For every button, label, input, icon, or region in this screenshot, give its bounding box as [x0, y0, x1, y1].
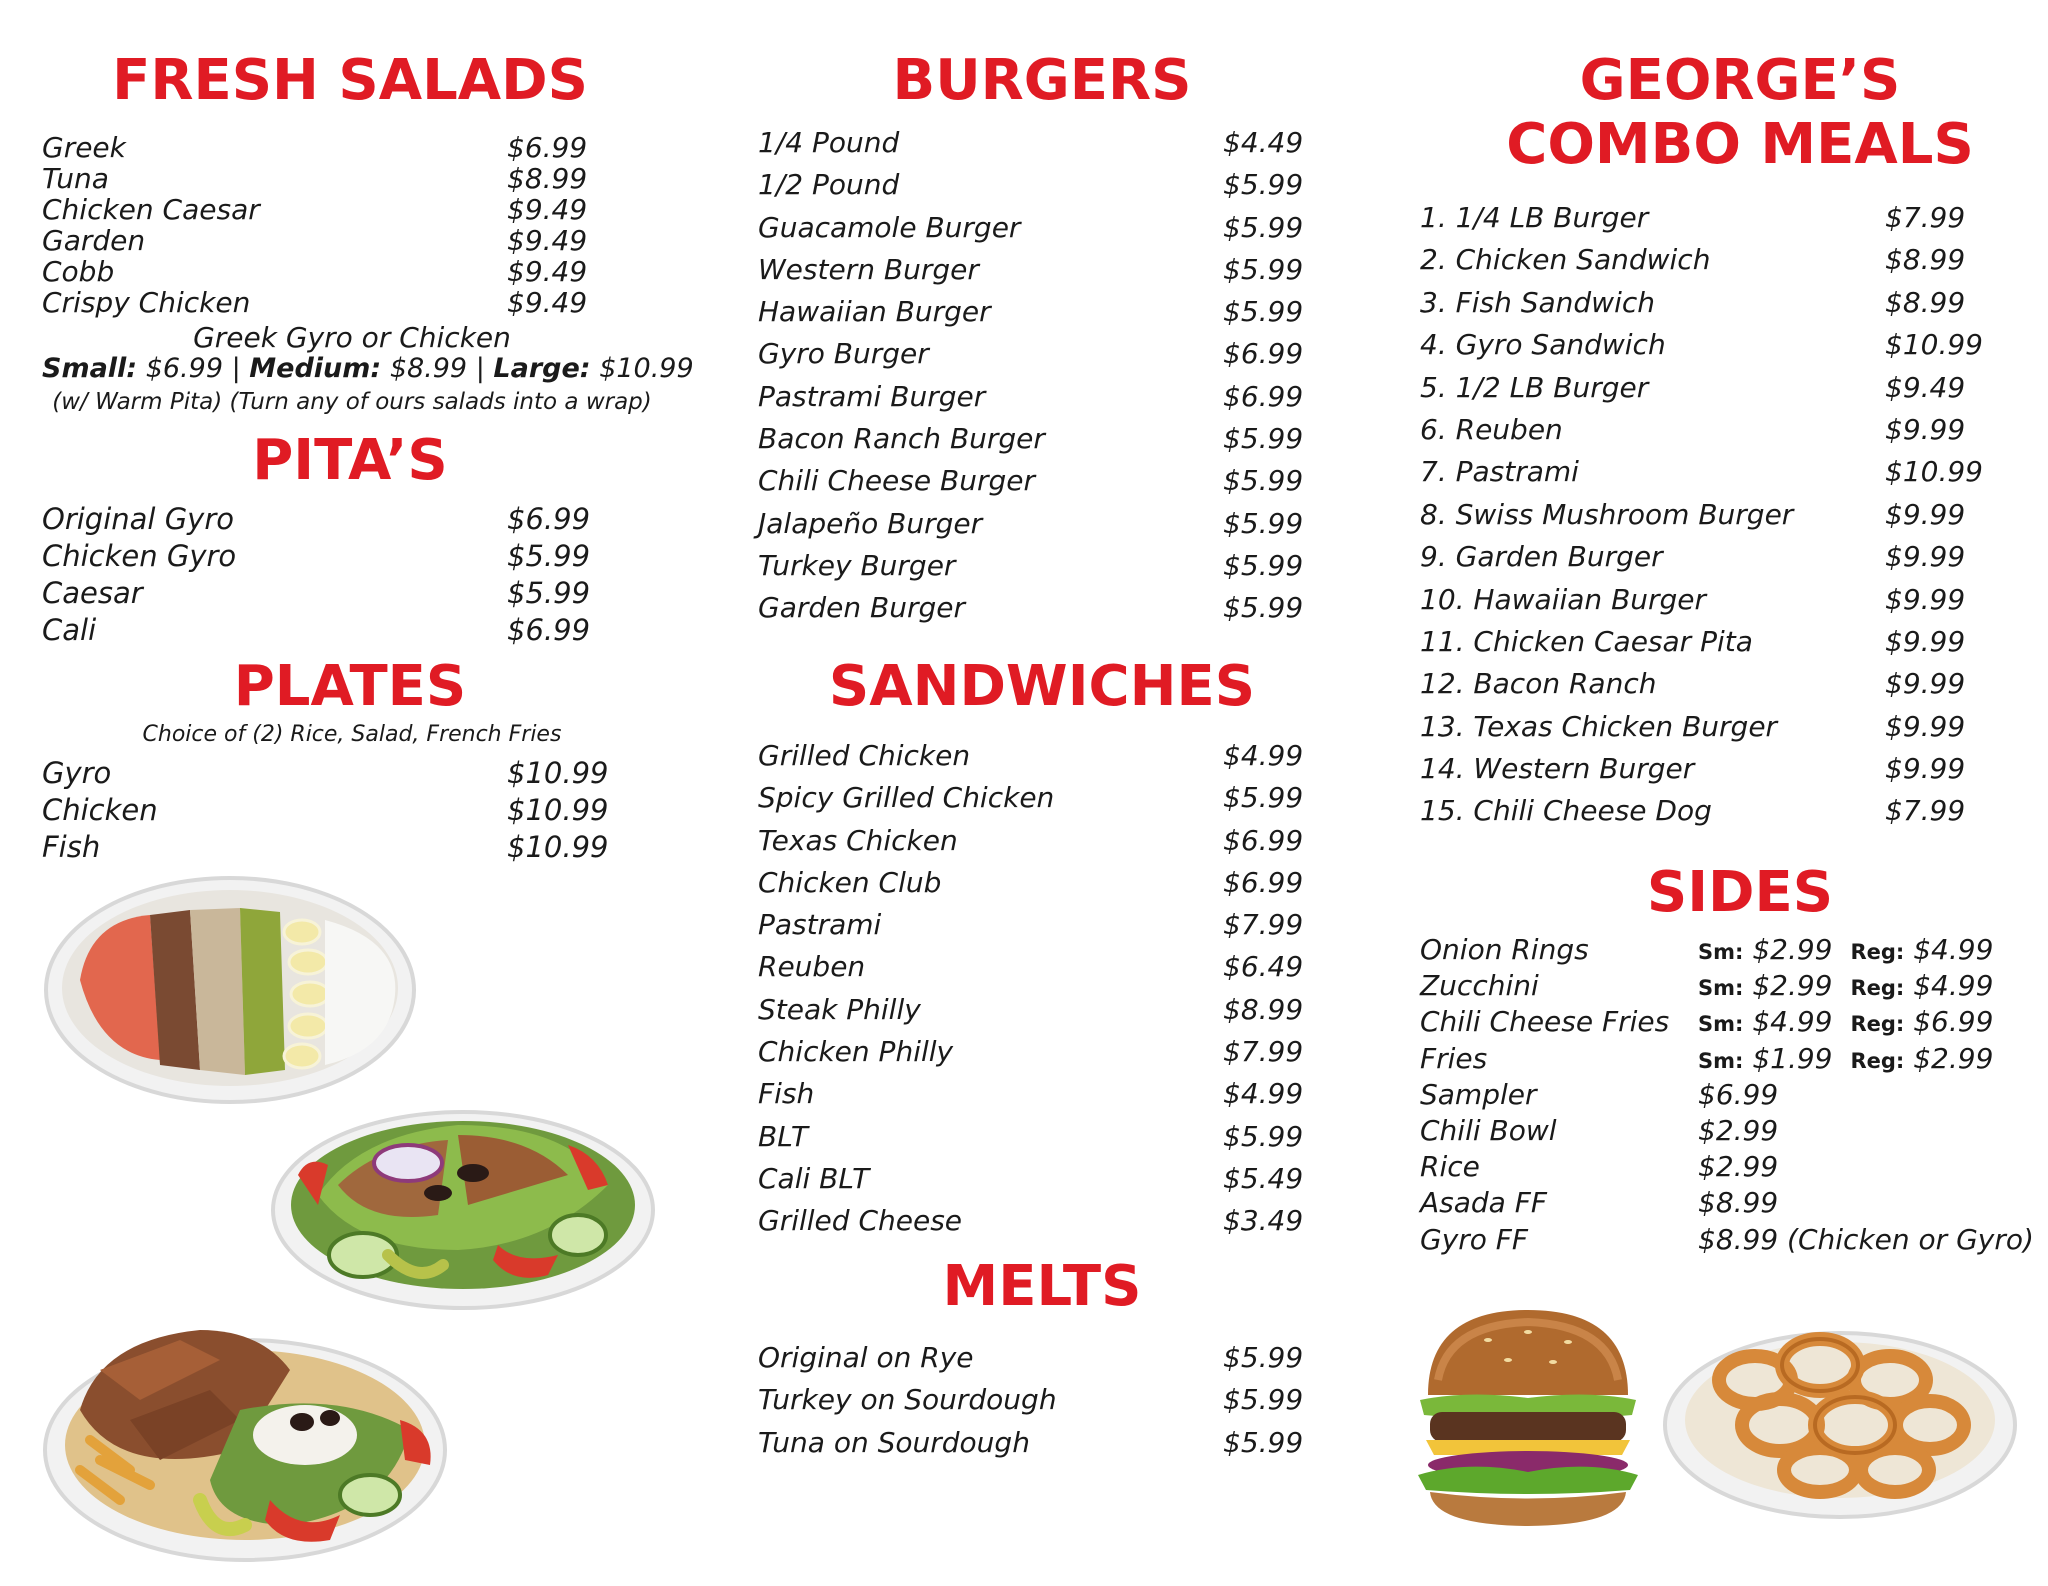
- salad-size-prices: [42, 353, 694, 385]
- menu-item-row: [42, 792, 642, 829]
- menu-item-row: [758, 249, 1358, 291]
- menu-item-row: [758, 735, 1358, 777]
- side-sm-price: $2.99: [1752, 969, 1833, 1003]
- menu-item-name: Turkey on Sourdough: [758, 1383, 1057, 1417]
- side-reg-price: $4.99: [1913, 969, 1994, 1003]
- menu-item-row: [758, 503, 1358, 545]
- side-item-price: [1698, 1004, 1993, 1042]
- side-item-row: [1420, 932, 2020, 968]
- menu-item-row: [758, 989, 1358, 1031]
- menu-item-name: 12. Bacon Ranch: [1420, 667, 1657, 701]
- menu-item-price: $10.99: [1885, 328, 1983, 362]
- menu-item-price: $9.99: [1885, 752, 1966, 786]
- size-large-label: Large:: [493, 353, 591, 384]
- menu-item-row: [758, 545, 1358, 587]
- menu-item-row: [1420, 536, 2020, 578]
- menu-item-price: $10.99: [1885, 455, 1983, 489]
- menu-item-row: [1420, 494, 2020, 536]
- side-item-row: [1420, 1041, 2020, 1077]
- menu-item-price: $6.99: [1223, 823, 1304, 857]
- menu-item-row: [758, 904, 1358, 946]
- menu-item-row: [1420, 790, 2020, 832]
- side-item-row: [1420, 968, 2020, 1004]
- menu-item-row: [758, 291, 1358, 333]
- side-sm-label: Sm:: [1698, 940, 1744, 964]
- menu-item-name: Chicken Gyro: [42, 539, 237, 573]
- burgers-list: [758, 122, 1358, 630]
- menu-item-name: Chili Cheese Burger: [758, 464, 1035, 498]
- menu-item-name: 6. Reuben: [1420, 412, 1563, 446]
- menu-item-price: $9.49: [1885, 370, 1966, 404]
- menu-item-price: $5.99: [1223, 252, 1304, 286]
- menu-item-row: [758, 460, 1358, 502]
- plates-subtitle: Choice of (2) Rice, Salad, French Fries: [142, 722, 562, 747]
- pitas-list: [42, 501, 642, 649]
- menu-item-name: Pastrami: [758, 908, 882, 942]
- size-small-price: $6.99: [145, 353, 223, 384]
- menu-item-row: [758, 1116, 1358, 1158]
- menu-item-row: [1420, 706, 2020, 748]
- side-reg-price: $4.99: [1913, 933, 1994, 966]
- menu-item-name: Texas Chicken: [758, 823, 958, 857]
- size-medium-price: $8.99: [389, 353, 468, 384]
- menu-item-price: $7.99: [1223, 1035, 1304, 1069]
- menu-item-name: Grilled Chicken: [758, 739, 971, 772]
- menu-item-name: 8. Swiss Mushroom Burger: [1420, 497, 1794, 531]
- size-small-label: Small:: [42, 353, 138, 384]
- menu-item-row: [1420, 367, 2020, 409]
- menu-item-name: Chicken Philly: [758, 1035, 954, 1069]
- side-sm-price: $2.99: [1752, 933, 1833, 966]
- menu-item-name: Chicken: [42, 793, 158, 827]
- menu-item-price: $9.99: [1885, 412, 1966, 446]
- menu-item-price: $9.49: [507, 193, 588, 226]
- pitas-heading: PITA’S: [252, 428, 448, 493]
- side-item-price: [1698, 932, 1993, 970]
- menu-item-price: $4.99: [1223, 1077, 1304, 1111]
- menu-item-name: Fish: [758, 1077, 815, 1111]
- side-sm-price: $1.99: [1752, 1041, 1833, 1075]
- burgers-heading: BURGERS: [892, 48, 1192, 113]
- side-item-name: Asada FF: [1420, 1186, 1547, 1220]
- menu-item-row: [42, 287, 642, 318]
- side-reg-label: Reg:: [1850, 1048, 1905, 1073]
- fresh-salads-heading: FRESH SALADS: [112, 48, 588, 113]
- side-item-price: $8.99: [1698, 1186, 1779, 1220]
- menu-item-row: [1420, 663, 2020, 705]
- menu-item-name: Cali BLT: [758, 1161, 870, 1195]
- menu-item-name: 1. 1/4 LB Burger: [1420, 201, 1649, 234]
- side-sm-label: Sm:: [1698, 1012, 1744, 1037]
- menu-item-price: $9.49: [507, 255, 588, 288]
- menu-item-price: $10.99: [507, 793, 609, 827]
- side-reg-price: $2.99: [1913, 1041, 1994, 1075]
- menu-item-price: $8.99: [1885, 243, 1966, 277]
- menu-item-name: 15. Chili Cheese Dog: [1420, 794, 1712, 828]
- side-sm-label: Sm:: [1698, 1048, 1744, 1073]
- burger-photo: [1408, 1300, 1648, 1530]
- menu-item-name: Chicken Caesar: [42, 193, 260, 226]
- menu-item-row: [42, 538, 642, 575]
- salad-gyro-note: Greek Gyro or Chicken: [193, 321, 511, 354]
- menu-item-price: $8.99: [507, 162, 588, 195]
- side-item-price: [1698, 968, 1993, 1006]
- menu-item-row: [758, 1379, 1358, 1421]
- menu-item-row: [758, 1073, 1358, 1115]
- side-item-row: [1420, 1185, 2020, 1221]
- menu-item-name: Cobb: [42, 255, 115, 288]
- menu-item-price: $10.99: [507, 830, 609, 864]
- side-item-name: Gyro FF: [1420, 1222, 1529, 1256]
- menu-item-row: [1420, 282, 2020, 324]
- menu-item-name: Turkey Burger: [758, 548, 956, 582]
- menu-item-row: [758, 122, 1358, 164]
- side-item-name: Zucchini: [1420, 969, 1539, 1003]
- side-item-name: Chili Bowl: [1420, 1113, 1557, 1147]
- menu-item-name: Bacon Ranch Burger: [758, 422, 1045, 456]
- menu-item-price: $5.99: [1223, 210, 1304, 244]
- menu-item-name: 14. Western Burger: [1420, 752, 1695, 786]
- size-separator: |: [231, 353, 241, 384]
- side-item-row: [1420, 1004, 2020, 1040]
- menu-item-name: Western Burger: [758, 252, 979, 286]
- menu-item-price: $7.99: [1223, 908, 1304, 942]
- menu-item-name: Garden: [42, 224, 146, 257]
- sandwiches-list: [758, 735, 1358, 1243]
- menu-item-price: $3.49: [1223, 1204, 1304, 1238]
- side-reg-label: Reg:: [1850, 976, 1905, 1001]
- menu-item-name: 1/2 Pound: [758, 168, 900, 202]
- menu-item-price: $5.99: [1223, 781, 1304, 815]
- menu-item-price: $4.99: [1223, 739, 1304, 772]
- combo-meals-heading-line1: GEORGE’S: [1579, 48, 1901, 113]
- menu-item-name: 4. Gyro Sandwich: [1420, 328, 1666, 362]
- menu-item-price: $5.99: [1223, 464, 1304, 498]
- side-item-row: [1420, 1149, 2020, 1185]
- menu-item-price: $5.99: [1223, 1383, 1304, 1417]
- side-item-price: [1698, 1041, 1993, 1079]
- melts-list: [758, 1337, 1358, 1464]
- menu-item-price: $6.99: [507, 613, 591, 647]
- side-item-row: [1420, 1077, 2020, 1113]
- menu-item-name: 5. 1/2 LB Burger: [1420, 370, 1649, 404]
- menu-item-row: [42, 163, 642, 194]
- salads-list: [42, 132, 642, 318]
- menu-item-name: Guacamole Burger: [758, 210, 1021, 244]
- menu-item-row: [42, 194, 642, 225]
- side-item-name: Rice: [1420, 1150, 1480, 1184]
- side-item-row: [1420, 1222, 2034, 1258]
- menu-item-price: $5.99: [1223, 1119, 1304, 1153]
- menu-item-name: 11. Chicken Caesar Pita: [1420, 624, 1753, 658]
- menu-item-row: [1420, 621, 2020, 663]
- side-item-price: $6.99: [1698, 1077, 1779, 1111]
- menu-item-name: Crispy Chicken: [42, 286, 251, 319]
- menu-item-row: [1420, 748, 2020, 790]
- menu-item-price: $6.99: [507, 502, 591, 536]
- menu-item-row: [1420, 197, 2020, 239]
- side-reg-price: $6.99: [1913, 1005, 1994, 1039]
- menu-item-name: Fish: [42, 830, 101, 864]
- menu-item-price: $5.99: [1223, 1341, 1304, 1374]
- menu-item-price: $7.99: [1885, 794, 1966, 828]
- menu-item-row: [42, 612, 642, 649]
- menu-item-price: $9.99: [1885, 582, 1966, 616]
- menu-item-row: [42, 225, 642, 256]
- menu-item-price: $5.99: [1223, 591, 1304, 625]
- menu-item-row: [758, 1200, 1358, 1242]
- side-item-price: $2.99: [1698, 1150, 1779, 1184]
- menu-item-row: [758, 207, 1358, 249]
- sides-list: [1420, 932, 2034, 1258]
- side-sm-price: $4.99: [1752, 1005, 1833, 1039]
- menu-item-name: Gyro: [42, 756, 112, 790]
- size-medium-label: Medium:: [249, 353, 382, 384]
- menu-item-price: $8.99: [1885, 285, 1966, 319]
- menu-item-name: 3. Fish Sandwich: [1420, 285, 1656, 319]
- menu-item-name: 10. Hawaiian Burger: [1420, 582, 1707, 616]
- menu-item-row: [758, 418, 1358, 460]
- menu-item-price: $4.49: [1223, 126, 1304, 159]
- menu-item-price: $6.99: [507, 131, 588, 164]
- melts-heading: MELTS: [942, 1254, 1142, 1319]
- menu-item-row: [42, 501, 642, 538]
- menu-item-price: $5.99: [1223, 1425, 1304, 1459]
- cobb-salad-photo: [40, 870, 420, 1110]
- menu-item-name: Hawaiian Burger: [758, 295, 991, 329]
- menu-item-name: Tuna on Sourdough: [758, 1425, 1030, 1459]
- menu-item-name: Jalapeño Burger: [758, 506, 983, 540]
- menu-item-price: $9.99: [1885, 624, 1966, 658]
- menu-item-price: $9.99: [1885, 709, 1966, 743]
- menu-item-row: [1420, 451, 2020, 493]
- menu-item-row: [42, 256, 642, 287]
- menu-item-name: Steak Philly: [758, 992, 921, 1026]
- menu-item-name: BLT: [758, 1119, 809, 1153]
- plates-list: [42, 755, 642, 866]
- menu-item-price: $6.49: [1223, 950, 1304, 984]
- side-item-name: Sampler: [1420, 1077, 1537, 1111]
- menu-item-price: $9.99: [1885, 540, 1966, 574]
- menu-item-row: [758, 376, 1358, 418]
- side-item-name: Fries: [1420, 1041, 1488, 1075]
- side-item-price: $8.99 (Chicken or Gyro): [1698, 1222, 2034, 1256]
- menu-item-row: [758, 862, 1358, 904]
- menu-item-row: [42, 755, 642, 792]
- menu-item-name: Original on Rye: [758, 1341, 974, 1374]
- menu-item-name: Gyro Burger: [758, 337, 929, 371]
- menu-item-name: 13. Texas Chicken Burger: [1420, 709, 1778, 743]
- menu-item-price: $6.99: [1223, 379, 1304, 413]
- menu-item-price: $5.99: [1223, 295, 1304, 329]
- menu-item-name: Cali: [42, 613, 97, 647]
- menu-item-price: $9.99: [1885, 667, 1966, 701]
- menu-item-price: $9.99: [1885, 497, 1966, 531]
- menu-item-name: Chicken Club: [758, 865, 942, 899]
- side-item-row: [1420, 1113, 2020, 1149]
- menu-item-row: [758, 1031, 1358, 1073]
- menu-item-name: Garden Burger: [758, 591, 965, 625]
- menu-item-row: [758, 777, 1358, 819]
- menu-item-price: $5.49: [1223, 1161, 1304, 1195]
- menu-item-name: 7. Pastrami: [1420, 455, 1579, 489]
- menu-item-row: [42, 829, 642, 866]
- combo-meals-heading-line2: COMBO MEALS: [1506, 112, 1974, 177]
- menu-item-price: $7.99: [1885, 201, 1966, 234]
- onion-rings-photo: [1660, 1295, 2020, 1525]
- menu-item-price: $5.99: [1223, 506, 1304, 540]
- side-reg-label: Reg:: [1850, 1012, 1905, 1037]
- menu-item-name: Caesar: [42, 576, 143, 610]
- menu-item-price: $5.99: [507, 576, 591, 610]
- menu-item-row: [758, 1158, 1358, 1200]
- menu-item-row: [1420, 239, 2020, 281]
- menu-item-price: $6.99: [1223, 865, 1304, 899]
- menu-item-row: [758, 820, 1358, 862]
- side-item-price: $2.99: [1698, 1113, 1779, 1147]
- side-reg-label: Reg:: [1850, 940, 1905, 964]
- menu-item-name: Spicy Grilled Chicken: [758, 781, 1055, 815]
- side-item-name: Chili Cheese Fries: [1420, 1005, 1670, 1039]
- gyro-salad-photo: [268, 1085, 658, 1315]
- menu-item-name: 9. Garden Burger: [1420, 540, 1663, 574]
- menu-item-name: Greek: [42, 131, 126, 164]
- menu-item-name: Grilled Cheese: [758, 1204, 963, 1238]
- combo-meals-list: [1420, 197, 2020, 833]
- menu-item-row: [758, 1422, 1358, 1464]
- menu-item-row: [758, 946, 1358, 988]
- menu-item-name: 2. Chicken Sandwich: [1420, 243, 1711, 277]
- plates-heading: PLATES: [233, 654, 467, 719]
- menu-item-row: [758, 164, 1358, 206]
- gyro-plate-photo: [40, 1300, 450, 1570]
- menu-item-row: [758, 1337, 1358, 1379]
- side-sm-label: Sm:: [1698, 976, 1744, 1001]
- menu-item-name: Reuben: [758, 950, 866, 984]
- menu-item-row: [758, 587, 1358, 629]
- size-large-price: $10.99: [599, 353, 694, 384]
- sides-heading: SIDES: [1646, 860, 1834, 925]
- menu-item-row: [42, 132, 642, 163]
- sandwiches-heading: SANDWICHES: [828, 654, 1256, 719]
- menu-item-name: Tuna: [42, 162, 109, 195]
- size-separator: |: [475, 353, 485, 384]
- menu-item-price: $8.99: [1223, 992, 1304, 1026]
- menu-item-row: [758, 333, 1358, 375]
- menu-item-price: $5.99: [1223, 548, 1304, 582]
- menu-item-price: $5.99: [1223, 168, 1304, 202]
- menu-item-row: [1420, 324, 2020, 366]
- salad-wrap-note: (w/ Warm Pita) (Turn any of ours salads into a wrap): [52, 389, 652, 415]
- menu-item-row: [1420, 579, 2020, 621]
- menu-item-price: $9.49: [507, 286, 588, 319]
- menu-item-name: 1/4 Pound: [758, 126, 900, 159]
- side-item-name: Onion Rings: [1420, 933, 1589, 966]
- menu-item-price: $10.99: [507, 756, 609, 790]
- menu-item-row: [42, 575, 642, 612]
- menu-item-name: Original Gyro: [42, 502, 234, 536]
- menu-item-price: $5.99: [1223, 422, 1304, 456]
- menu-item-row: [1420, 409, 2020, 451]
- menu-item-price: $9.49: [507, 224, 588, 257]
- menu-item-name: Pastrami Burger: [758, 379, 986, 413]
- menu-item-price: $5.99: [507, 539, 591, 573]
- menu-item-price: $6.99: [1223, 337, 1304, 371]
